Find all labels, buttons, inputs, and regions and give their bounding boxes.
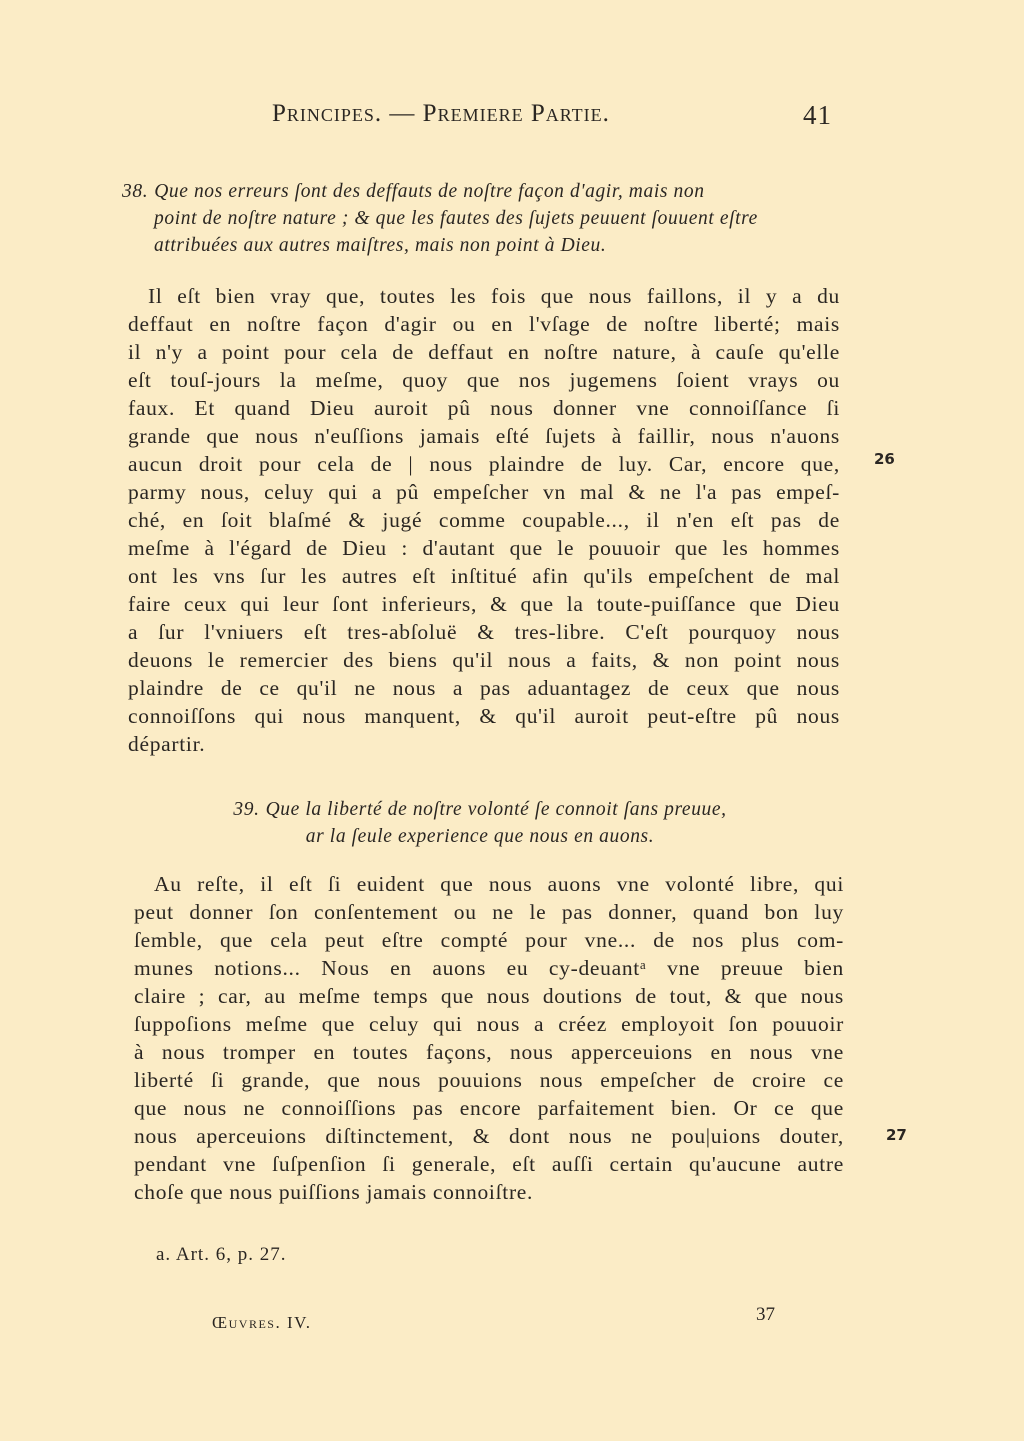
- heading-line: 39. Que la liberté de noſtre volonté ſe connoit ſans preuue,: [233, 799, 727, 820]
- body-line: pendant vne ſuſpenſion ſi generale, eſt auſſi certain qu'aucune autre: [134, 1152, 844, 1176]
- margin-page-number: 27: [886, 1126, 907, 1144]
- heading-line: ar la ſeule experience que nous en auons.: [305, 826, 655, 847]
- section-38-body: [128, 282, 840, 758]
- body-line: munes notions... Nous en auons eu cy-deuantᵃ vne preuue bien: [134, 956, 844, 980]
- section-number: 39.: [233, 799, 260, 820]
- section-38-heading: [122, 178, 842, 259]
- margin-page-number: 26: [874, 450, 895, 468]
- body-line: Il eſt bien vray que, toutes les fois que nous faillons, il y a du: [148, 284, 840, 308]
- section-39-body: [134, 870, 844, 1206]
- running-head: [272, 100, 832, 128]
- section-number: 38.: [122, 181, 149, 202]
- body-line: parmy nous, celuy qui a pû empeſcher vn mal & ne l'a pas empeſ-: [128, 480, 840, 504]
- body-line: Au reſte, il eſt ſi euident que nous auons vne volonté libre, qui: [154, 872, 844, 896]
- body-line: liberté ſi grande, que nous pouuions nous empeſcher de croire ce: [134, 1068, 844, 1092]
- body-line: plaindre de ce qu'il ne nous a pas aduantagez de ceux que nous: [128, 676, 840, 700]
- body-line: aucun droit pour cela de | nous plaindre de luy. Car, encore que,: [128, 452, 840, 476]
- body-line: ſuppoſions meſme que celuy qui nous a créez employoit ſon pouuoir: [134, 1012, 844, 1036]
- body-line: claire ; car, au meſme temps que nous doutions de tout, & que nous: [134, 984, 844, 1008]
- body-line: a ſur l'vniuers eſt tres-abſoluë & tres-libre. C'eſt pourquoy nous: [128, 620, 840, 644]
- body-line: ſemble, que cela peut eſtre compté pour vne... de nos plus com-: [134, 928, 844, 952]
- heading-line: point de noſtre nature ; & que les fautes des ſujets peuuent ſouuent eſtre: [154, 208, 758, 229]
- body-line: faire ceux qui leur ſont inferieurs, & que la toute-puiſſance que Dieu: [128, 592, 840, 616]
- body-line: connoiſſons qui nous manquent, & qu'il auroit peut-eſtre pû nous: [128, 704, 840, 728]
- body-line: deuons le remercier des biens qu'il nous a faits, & non point nous: [128, 648, 840, 672]
- heading-line: attribuées aux autres maiſtres, mais non point à Dieu.: [154, 235, 607, 256]
- body-line: faux. Et quand Dieu auroit pû nous donner vne connoiſſance ſi: [128, 396, 840, 420]
- body-line: meſme à l'égard de Dieu : d'autant que le pouuoir que les hommes: [128, 536, 840, 560]
- running-title: Principes. — Premiere Partie.: [272, 100, 610, 127]
- body-line: eſt touſ-jours la meſme, quoy que nos jugemens ſoient vrays ou: [128, 368, 840, 392]
- body-line: choſe que nous puiſſions jamais connoiſtre.: [134, 1180, 534, 1204]
- body-line: peut donner ſon conſentement ou ne le pas donner, quand bon luy: [134, 900, 844, 924]
- footnote: a. Art. 6, p. 27.: [156, 1244, 287, 1265]
- body-line: nous aperceuions diſtinctement, & dont nous ne pou|uions douter,: [134, 1124, 844, 1148]
- body-line: deffaut en noſtre façon d'agir ou en l'vſage de noſtre liberté; mais: [128, 312, 840, 336]
- body-line: grande que nous n'euſſions jamais eſté ſujets à faillir, nous n'auons: [128, 424, 840, 448]
- body-line: départir.: [128, 732, 206, 756]
- body-line: ont les vns ſur les autres eſt inſtitué afin qu'ils empeſchent de mal: [128, 564, 840, 588]
- heading-line: 38. Que nos erreurs ſont des deffauts de noſtre façon d'agir, mais non: [122, 181, 705, 202]
- body-line: à nous tromper en toutes façons, nous apperceuions en nous vne: [134, 1040, 844, 1064]
- body-line: il n'y a point pour cela de deffaut en noſtre nature, à cauſe qu'elle: [128, 340, 840, 364]
- page-number: 41: [803, 100, 832, 130]
- section-39-heading: [130, 796, 830, 850]
- body-line: ché, en ſoit blaſmé & jugé comme coupable..., il n'en eſt pas de: [128, 508, 840, 532]
- signature-mark: Œuvres. IV.: [212, 1313, 312, 1332]
- body-line: que nous ne connoiſſions pas encore parfaitement bien. Or ce que: [134, 1096, 844, 1120]
- signature-number: 37: [756, 1304, 775, 1325]
